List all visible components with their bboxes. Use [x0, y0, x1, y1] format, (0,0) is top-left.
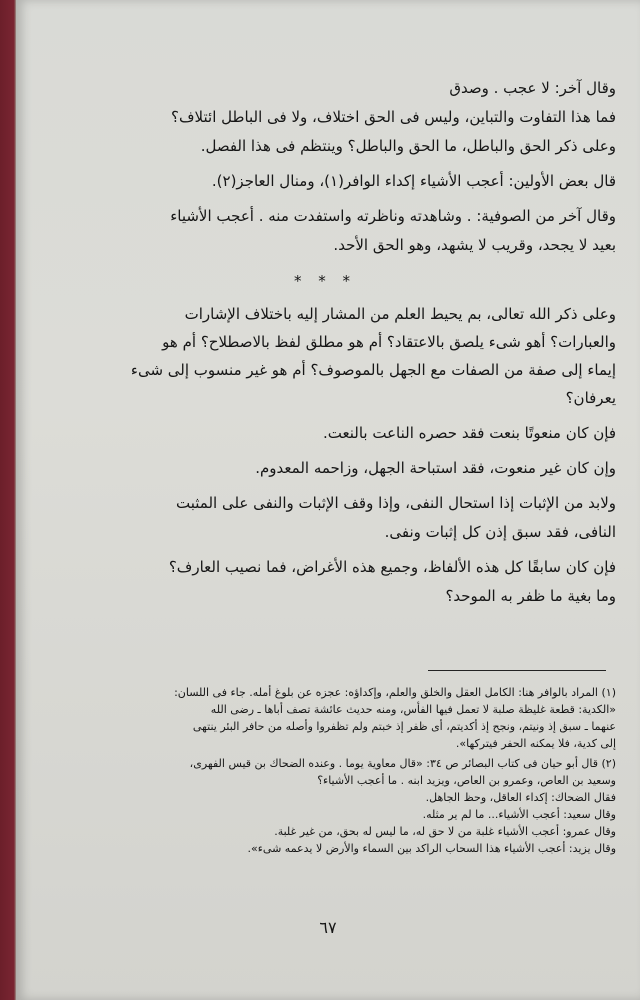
footnote-line: وقال يزيد: أعجب الأشياء هذا السحاب الراكد بين السماء والأرض لا يدعمه شىء». [247, 842, 616, 855]
footnote-line: وقال عمرو: أعجب الأشياء غلبة من لا حق له، ما ليس له بحق، من غير غلبة. [274, 825, 616, 838]
paragraph-5 [34, 304, 616, 409]
paragraph-7 [34, 458, 616, 479]
footnote-line: وقال سعيد: أعجب الأشياء... ما لم ير مثله. [422, 808, 616, 821]
footnote-line: (١) المراد بالوافر هنا: الكامل العقل والخلق والعلم، وإكداؤه: عجزه عن بلوغ أمله. جاء فى اللسان: [174, 686, 616, 699]
footnote-line: «الكدية: قطعة غليظة صلبة لا تعمل فيها الفأس، ومنه حديث عائشة تصف أباها ـ رضى الله [210, 703, 616, 716]
footnote-line: عنهما ـ سبق إذ ونيتم، ونجح إذ أكديتم، أى ظفر إذ خبتم ولم تظفروا وأصله من حافر البئر ينتهى [192, 720, 616, 733]
footnote-line: وسعيد بن العاص، وعمرو بن العاص، ويزيد ابنه . ما أعجب الأشياء؟ [317, 774, 616, 787]
paragraph-2b [34, 136, 616, 157]
paragraph-6 [34, 423, 616, 444]
text-line: والعبارات؟ أهو شىء يلصق بالاعتقاد؟ أم هو مطلق لفظ بالاصطلاح؟ أم هو [162, 333, 616, 351]
text-line: وعلى ذكر الحق والباطل، ما الحق والباطل؟ وينتظم فى هذا الفصل. [200, 137, 616, 155]
paragraph-8 [34, 493, 616, 543]
text-line: فإن كان منعوتًا بنعت فقد حصره الناعت بالنعت. [323, 424, 616, 442]
text-line: يعرفان؟ [565, 389, 616, 407]
main-text [34, 78, 616, 607]
paragraph-2 [34, 107, 616, 128]
text-line: النافى، فقد سبق إذن كل إثبات ونفى. [384, 523, 616, 541]
text-line: وعلى ذكر الله تعالى، بم يحيط العلم من المشار إليه باختلاف الإشارات [184, 305, 616, 323]
text-line: فما هذا التفاوت والتباين، وليس فى الحق اختلاف، ولا فى الباطل ائتلاف؟ [171, 108, 616, 126]
paragraph-9 [34, 557, 616, 607]
text-line: وإن كان غير منعوت، فقد استباحة الجهل، وزاحمه المعدوم. [255, 459, 616, 477]
text-line: إيماء إلى صفة من الصفات مع الجهل بالموصوف؟ أم هو غير منسوب إلى شىء [130, 361, 616, 379]
text-line: ولابد من الإثبات إذا استحال النفى، وإذا وقف الإثبات والنفى على المثبت [175, 494, 616, 512]
footnote-line: (٢) قال أبو حيان فى كتاب البصائر ص ٣٤: «قال معاوية يوما . وعنده الضحاك بن قيس الفهرى، [189, 757, 616, 770]
footnote-line: إلى كدية، فلا يمكنه الحفر فيتركها». [455, 737, 616, 750]
text-line: وما بغية ما ظفر به الموحد؟ [445, 587, 616, 605]
paragraph-3 [34, 171, 616, 192]
text-line: فإن كان سابقًا كل هذه الألفاظ، وجميع هذه الأغراض، فما نصيب العارف؟ [168, 558, 616, 576]
text-line: وقال آخر: لا عجب . وصدق [449, 79, 616, 97]
text-line: بعيد لا يجحد، وقريب لا يشهد، وهو الحق الأحد. [333, 236, 616, 254]
book-page [16, 0, 640, 1000]
paragraph-1 [34, 78, 616, 99]
footnote-divider [428, 670, 606, 671]
section-separator: * * * [293, 272, 357, 290]
footnote-line: فقال الضحاك: إكداء العاقل، وحظ الجاهل. [425, 791, 616, 804]
text-line: قال بعض الأولين: أعجب الأشياء إكداء الوافر(١)، ومنال العاجز(٢). [211, 172, 616, 190]
footnote-2 [34, 755, 616, 857]
paragraph-4 [34, 206, 616, 256]
footnotes [34, 684, 616, 857]
footnote-1 [34, 684, 616, 752]
page-number: ٦٧ [319, 918, 337, 937]
text-line: وقال آخر من الصوفية: . وشاهدته وناظرته واستفدت منه . أعجب الأشياء [170, 207, 616, 225]
